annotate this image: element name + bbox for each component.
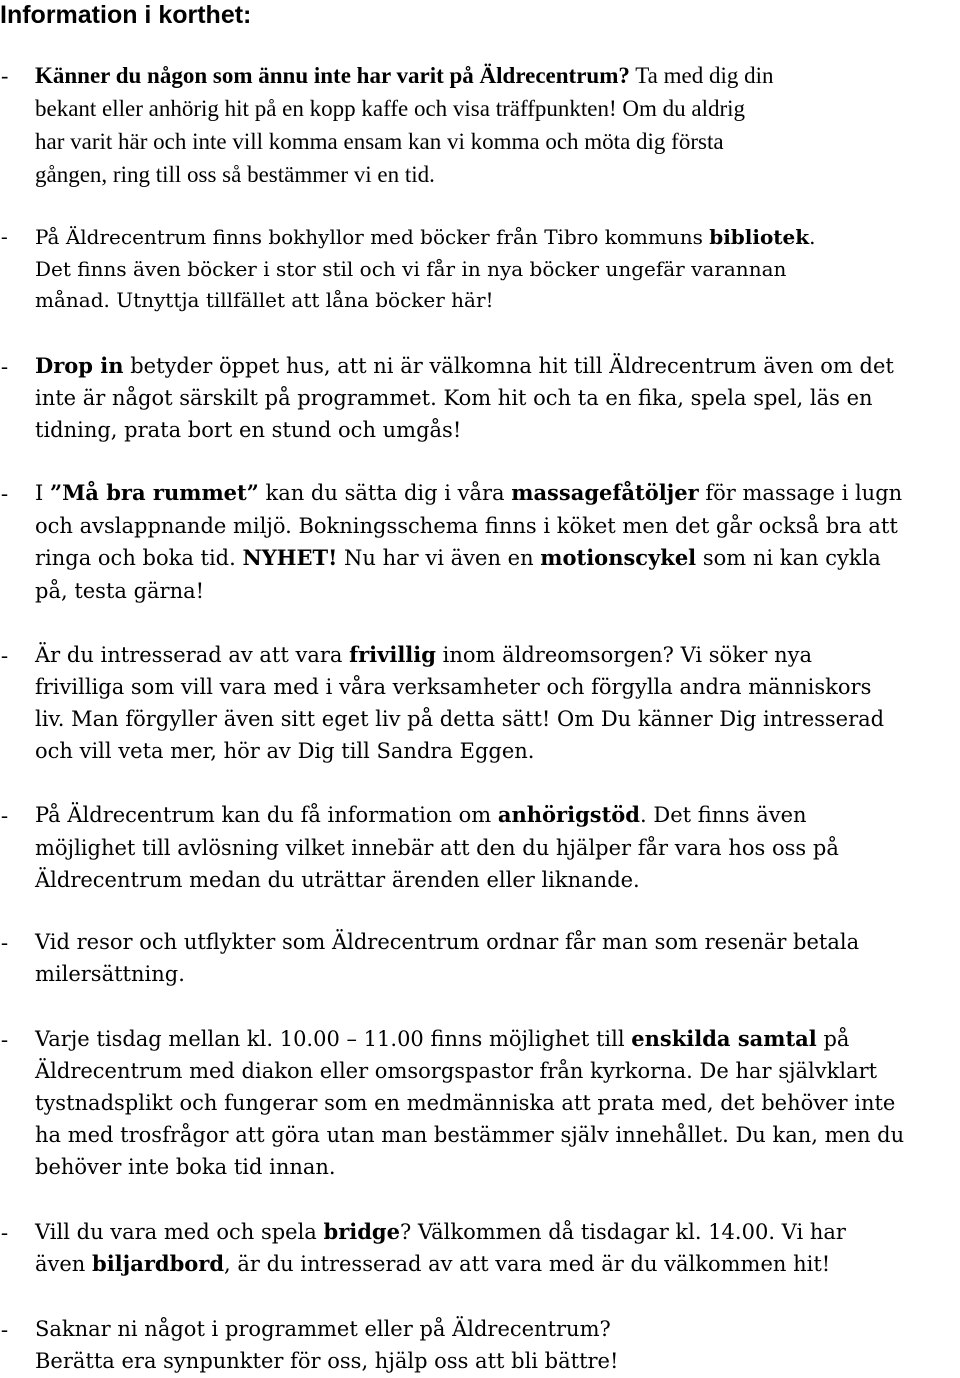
text-line: [35, 93, 745, 125]
bullet-dash: -: [1, 1027, 8, 1051]
text-line: [35, 350, 894, 382]
bullet-dash: -: [1, 1317, 8, 1341]
text-line: [35, 703, 884, 735]
text-run: gången, ring till oss så bestämmer vi en tid.: [35, 162, 435, 187]
text-run: Vill du vara med och spela: [35, 1220, 324, 1244]
page-title: Information i korthet:: [0, 1, 252, 29]
text-run: på: [816, 1027, 850, 1051]
text-line: [35, 799, 807, 831]
text-run: betyder öppet hus, att ni är välkomna hit till Äldrecentrum även om det: [123, 354, 894, 378]
bold-text: Känner du någon som ännu inte har varit på Äldrecentrum?: [35, 63, 630, 88]
text-line: [35, 60, 774, 92]
text-run: tidning, prata bort en stund och umgås!: [35, 418, 462, 442]
text-line: [35, 510, 898, 542]
text-line: [35, 832, 839, 864]
text-run: , är du intresserad av att vara med är du välkommen hit!: [224, 1252, 831, 1276]
text-run: milersättning.: [35, 962, 185, 986]
text-line: [35, 253, 786, 285]
text-run: Vid resor och utflykter som Äldrecentrum ordnar får man som resenär betala: [35, 930, 860, 954]
text-run: Nu har vi även en: [337, 546, 541, 570]
text-line: [35, 1313, 611, 1345]
text-run: frivilliga som vill vara med i våra verksamheter och förgylla andra människors: [35, 675, 872, 699]
text-run: även: [35, 1252, 93, 1276]
text-line: [35, 284, 494, 316]
bullet-dash: -: [1, 63, 9, 88]
text-run: ringa och boka tid.: [35, 546, 243, 570]
text-run: på, testa gärna!: [35, 578, 205, 603]
text-run: månad. Utnyttja tillfället att låna böcker här!: [35, 288, 494, 312]
text-run: behöver inte boka tid innan.: [35, 1155, 336, 1179]
bold-text: frivillig: [349, 642, 436, 667]
bullet-dash: -: [1, 643, 8, 667]
text-run: .: [809, 225, 816, 249]
text-line: [35, 126, 724, 158]
text-run: Varje tisdag mellan kl. 10.00 – 11.00 finns möjlighet till: [35, 1027, 632, 1051]
text-run: och avslappnande miljö. Bokningsschema finns i köket men det går också bra att: [35, 513, 898, 538]
text-line: [35, 1151, 336, 1183]
text-line: [35, 1119, 904, 1151]
text-run: inom äldreomsorgen? Vi söker nya: [435, 643, 812, 667]
text-line: [35, 1216, 846, 1248]
text-run: På Äldrecentrum kan du få information om: [35, 803, 498, 827]
text-run: Är du intresserad av att vara: [35, 643, 350, 667]
text-line: [35, 575, 204, 607]
text-run: Saknar ni något i programmet eller på Äldrecentrum?: [35, 1317, 611, 1341]
text-run: liv. Man förgyller även sitt eget liv på detta sätt! Om Du känner Dig intresserad: [35, 707, 885, 731]
text-run: . Det finns även: [640, 803, 807, 827]
text-line: [35, 221, 815, 253]
text-line: [35, 926, 859, 958]
text-run: möjlighet till avlösning vilket innebär att den du hjälper får vara hos oss på: [35, 835, 839, 860]
text-run: som ni kan cykla: [696, 546, 881, 570]
text-line: [35, 1248, 830, 1280]
bullet-dash: -: [1, 481, 8, 505]
bold-text: massagefåtöljer: [511, 480, 699, 505]
bold-text: NYHET!: [242, 545, 338, 570]
bold-text: biljardbord: [92, 1251, 225, 1276]
text-line: [35, 958, 185, 990]
text-line: [35, 1087, 895, 1119]
text-line: [35, 542, 881, 574]
text-line: [35, 477, 902, 509]
text-run: Äldrecentrum med diakon eller omsorgspastor från kyrkorna. De har självklart: [35, 1059, 878, 1083]
text-run: bekant eller anhörig hit på en kopp kaffe och visa träffpunkten! Om du aldrig: [35, 96, 746, 121]
text-run: och vill veta mer, hör av Dig till Sandra Eggen.: [35, 739, 535, 763]
bold-text: motionscykel: [540, 545, 697, 570]
bold-text: enskilda samtal: [631, 1026, 817, 1051]
text-run: Det finns även böcker i stor stil och vi får in nya böcker ungefär varannan: [35, 256, 787, 281]
bullet-dash: -: [1, 1220, 8, 1244]
text-line: [35, 1055, 877, 1087]
bullet-dash: -: [1, 226, 8, 248]
bold-text: Drop in: [35, 353, 124, 378]
text-run: för massage i lugn: [698, 481, 903, 505]
bullet-dash: -: [1, 930, 8, 954]
text-line: [35, 864, 640, 896]
bold-text: ”Må bra rummet”: [49, 480, 259, 505]
text-run: Ta med dig din: [629, 63, 774, 88]
text-run: inte är något särskilt på programmet. Kom hit och ta en fika, spela spel, läs en: [35, 386, 873, 410]
text-line: [35, 671, 871, 703]
bold-text: bibliotek: [709, 225, 810, 249]
text-line: [35, 414, 461, 446]
bold-text: anhörigstöd: [497, 802, 640, 827]
text-run: På Äldrecentrum finns bokhyllor med böcker från Tibro kommuns: [35, 225, 710, 249]
bold-text: bridge: [323, 1219, 400, 1244]
text-run: ha med trosfrågor att göra utan man bestämmer själv innehållet. Du kan, men du: [35, 1123, 905, 1147]
text-run: kan du sätta dig i våra: [258, 481, 512, 505]
text-run: I: [35, 481, 50, 505]
bullet-dash: -: [1, 803, 8, 827]
text-run: Äldrecentrum medan du uträttar ärenden eller liknande.: [35, 868, 640, 892]
text-run: har varit här och inte vill komma ensam kan vi komma och möta dig första: [35, 129, 724, 154]
text-line: [35, 382, 873, 414]
text-line: [35, 735, 534, 767]
text-run: ? Välkommen då tisdagar kl. 14.00. Vi har: [399, 1220, 846, 1244]
text-line: [35, 639, 812, 671]
bullet-dash: -: [1, 354, 8, 378]
text-line: [35, 159, 435, 191]
text-run: Berätta era synpunkter för oss, hjälp oss att bli bättre!: [35, 1349, 619, 1373]
text-line: [35, 1345, 618, 1377]
text-line: [35, 1023, 849, 1055]
text-run: tystnadsplikt och fungerar som en medmänniska att prata med, det behöver inte: [35, 1091, 896, 1115]
